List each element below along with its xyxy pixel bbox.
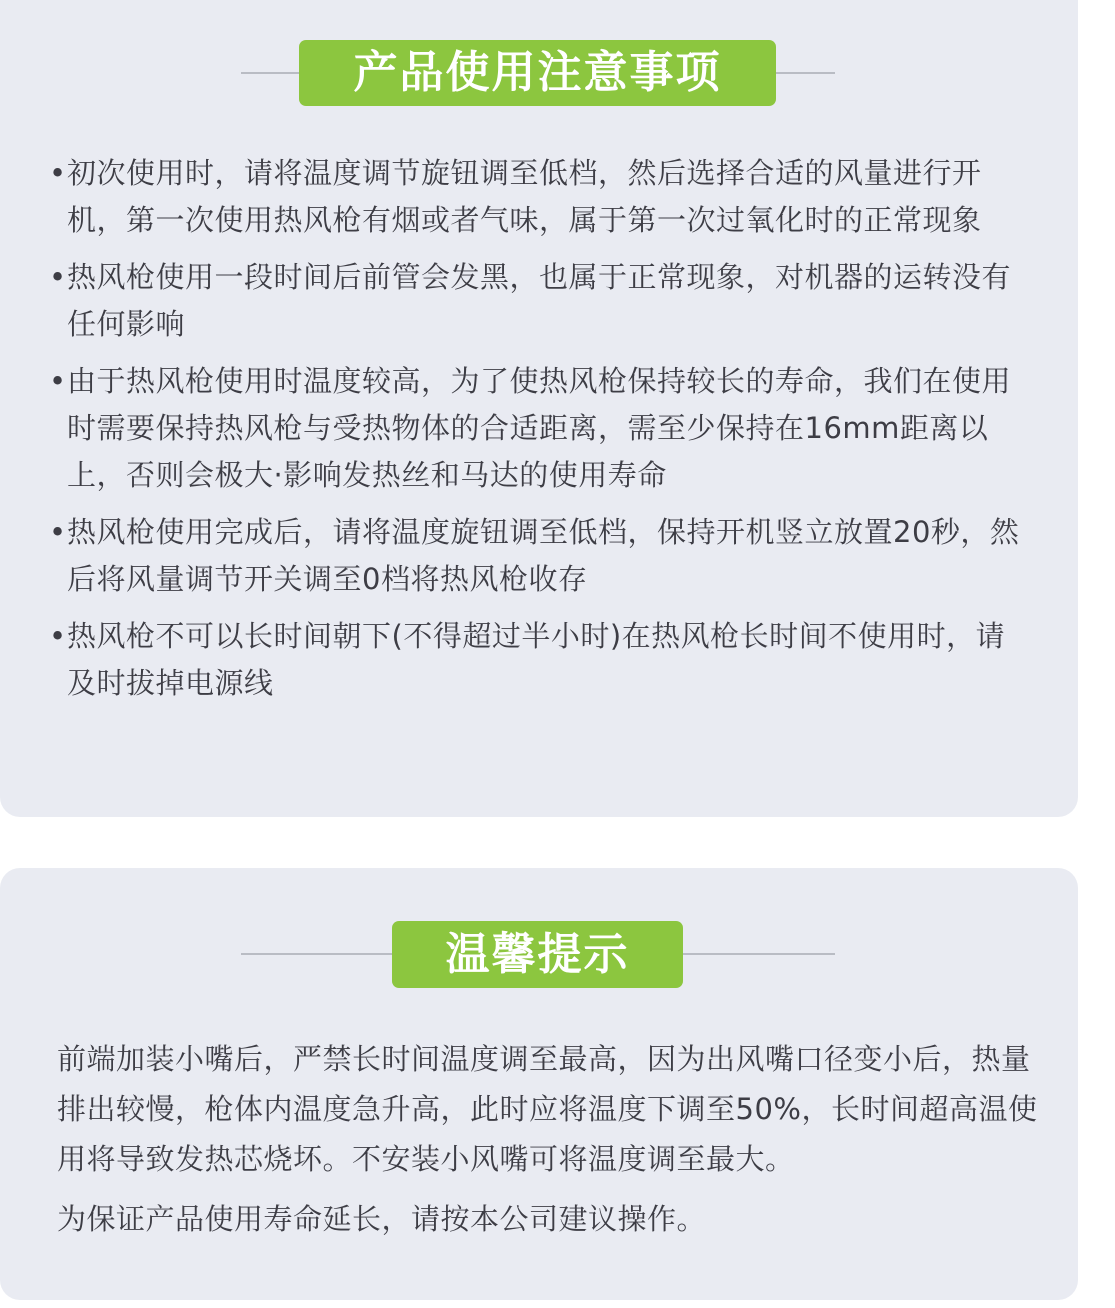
tips-title-rule-left (241, 953, 393, 955)
list-item (0, 254, 1078, 348)
tips-paragraph: 前端加装小嘴后，严禁长时间温度调至最高，因为出风嘴口径变小后，热量排出较慢，枪体内温度急升高，此时应将温度下调至50%，长时间超高温使用将导致发热芯烧坏。不安装小风嘴可将温度调至最大。 (57, 1042, 1038, 1176)
list-item (0, 509, 1078, 603)
tips-title-rule-right (682, 953, 835, 955)
tips-paragraph: 为保证产品使用寿命延长，请按本公司建议操作。 (57, 1202, 707, 1236)
bullet-icon: • (49, 619, 67, 653)
list-item-text: 热风枪使用完成后，请将温度旋钮调至低档，保持开机竖立放置20秒，然后将风量调节开关调至0档将热风枪收存 (67, 515, 1020, 596)
list-item-text: 热风枪不可以长时间朝下(不得超过半小时)在热风枪长时间不使用时，请及时拔掉电源线 (67, 619, 1006, 700)
list-item-text: 由于热风枪使用时温度较高，为了使热风枪保持较长的寿命，我们在使用时需要保持热风枪与受热物体的合适距离，需至少保持在16mm距离以上，否则会极大·影响发热丝和马达的使用寿命 (67, 364, 1012, 492)
bullet-icon: • (49, 156, 67, 190)
notes-title-rule-right (775, 72, 835, 74)
notes-title-badge: 产品使用注意事项 (299, 40, 776, 106)
list-item-text: 初次使用时，请将温度调节旋钮调至低档，然后选择合适的风量进行开机，第一次使用热风枪有烟或者气味，属于第一次过氧化时的正常现象 (67, 156, 982, 237)
list-item-text: 热风枪使用一段时间后前管会发黑，也属于正常现象，对机器的运转没有任何影响 (67, 260, 1012, 341)
list-item (0, 613, 1078, 707)
bullet-icon: • (49, 260, 67, 294)
tips-body (57, 1034, 1047, 1244)
tips-title-badge: 温馨提示 (392, 921, 683, 988)
notes-title-rule-left (241, 72, 301, 74)
bullet-icon: • (49, 515, 67, 549)
bullet-icon: • (49, 364, 67, 398)
list-item (0, 358, 1078, 499)
notes-list (0, 150, 1078, 717)
list-item (0, 150, 1078, 244)
